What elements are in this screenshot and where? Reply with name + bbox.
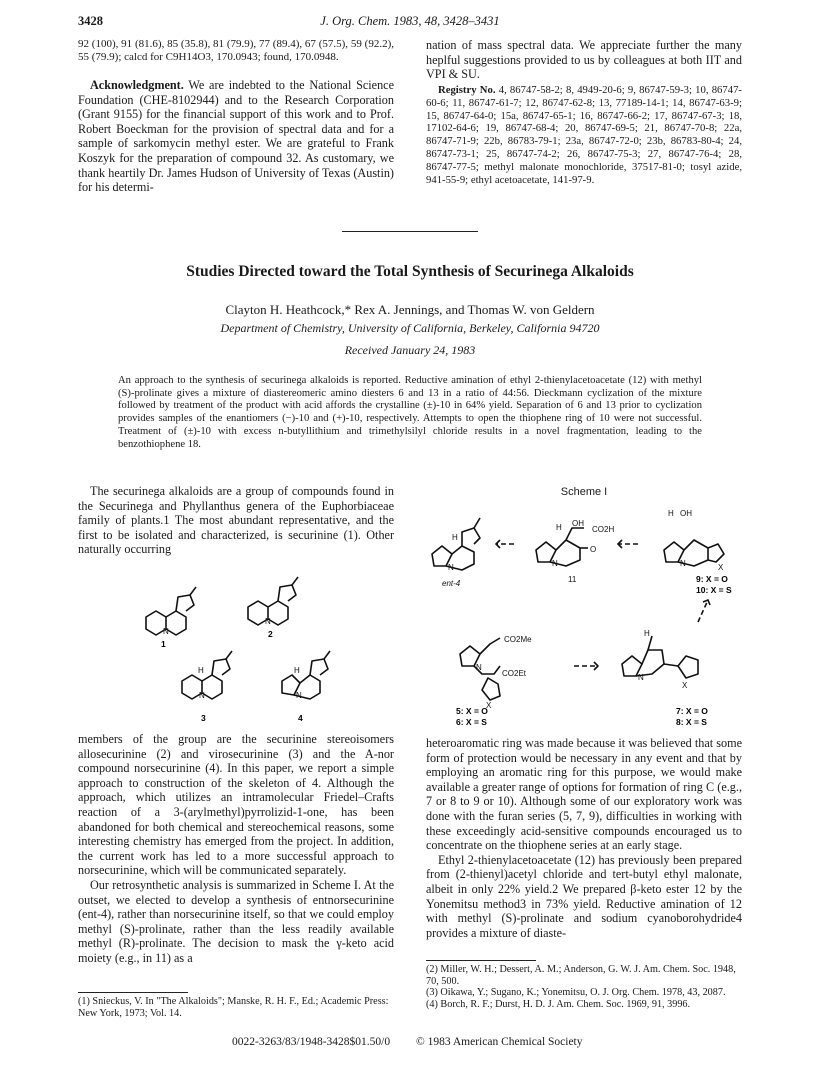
scheme-title: Scheme I — [560, 486, 608, 498]
left-cont-text: members of the group are the securinine stereoisomers allosecurinine (2) and virosecurinine (3) and the A-nor compound norsecurinine (4). In this paper, we report a simple approach to construction of the skeleton of 4. Although the approach, which utilizes an intramolecular Friedel–Crafts reaction of a 3-(arylmethyl)pyrrolizid-1-one, has been abandoned for both chemical and stereochemical reasons, some interesting chemistry has emerged from the project. In addition, the current work has led to a more successful approach to norsecurinine, which will be communicated separately. — [78, 732, 394, 878]
left-p2-text: Our retrosynthetic analysis is summarized in Scheme I. At the outset, we elected to develop a synthesis of entnorsecurinine (ent-4), rather than norsecurinine itself, so that we could employ methyl (S)-prolinate, rather than the less readily available methyl (R)-prolinate. The decision to mask the γ-keto acid moiety (e.g., in 11) as a — [78, 877, 394, 965]
label-h-9: H — [668, 509, 674, 518]
svg-text:N: N — [476, 663, 482, 672]
svg-text:X: X — [486, 701, 492, 710]
acknowledgment — [78, 78, 394, 195]
structure-3 — [182, 651, 232, 700]
mass-spec-data: 92 (100), 91 (81.6), 85 (35.8), 81 (79.9), 77 (89.4), 67 (57.5), 59 (92.2), 55 (79.9); calcd for C9H14O3, 170.0943; found, 170.0948. — [78, 38, 394, 63]
svg-text:H: H — [294, 666, 300, 675]
article-code: 0022-3263/83/1948-3428$01.50/0 — [232, 1036, 391, 1048]
previous-article-data — [78, 38, 394, 64]
label-o-11: O — [590, 545, 597, 554]
footnote-rule-left — [78, 992, 188, 993]
article-separator — [342, 231, 478, 232]
label-3: 3 — [201, 713, 206, 723]
label-2: 2 — [268, 629, 273, 639]
svg-text:H: H — [556, 523, 562, 532]
svg-text:H: H — [452, 533, 458, 542]
svg-text:H: H — [198, 666, 204, 675]
article-authors: Clayton H. Heathcock,* Rex A. Jennings, and Thomas W. von Geldern — [225, 302, 595, 317]
label-6: 6: X = S — [456, 717, 487, 727]
svg-text:N: N — [638, 673, 644, 682]
label-oh-11: OH — [572, 519, 584, 528]
svg-text:N: N — [552, 559, 558, 568]
svg-text:N: N — [163, 627, 169, 636]
label-4: 4 — [298, 713, 303, 723]
label-1: 1 — [161, 639, 166, 649]
left-column-continued — [78, 732, 394, 966]
securinega-structures — [118, 575, 358, 725]
svg-text:N: N — [680, 559, 686, 568]
arrow-3 — [698, 600, 708, 622]
scheme-11 — [536, 523, 588, 568]
scheme-7-8 — [622, 629, 698, 690]
article-title: Studies Directed toward the Total Synthesis of Securinega Alkaloids — [186, 263, 634, 280]
label-7: 7: X = O — [676, 706, 708, 716]
right-top-text: nation of mass spectral data. We appreciate further the many heplful suggestions provided to us by colleagues at both IIT and VPI & SU. — [426, 38, 742, 82]
label-9: 9: X = O — [696, 574, 728, 584]
intro-paragraph — [78, 484, 394, 557]
copyright: © 1983 American Chemical Society — [416, 1036, 583, 1048]
svg-text:H: H — [644, 629, 650, 638]
registry-text: 4, 86747-58-2; 8, 4949-20-6; 9, 86747-59-3; 10, 86747-60-6; 11, 86747-61-7; 12, 86747-62-8; 13, 77189-14-1; 14, 86747-63-9; 15, 86747-64-0; 15a, 86747-65-1; 16, 86747-66-2; 17, 86747-67-3; 18, 17102-64-6; 19, 86747-68-4; 20, 86747-69-5; 21, 86747-70-8; 22a, 86747-71-9; 22b, 86783-79-1; 23a, 86747-72-0; 23b, 86783-80-4; 24, 86747-73-1; 25, 86747-74-2; 26, 86747-75-3; 27, 86747-76-4; 28, 86747-77-5; methyl malonate monochloride, 37517-81-0; tosyl azide, 941-55-9; ethyl acetoacetate, 141-97-9. — [426, 84, 742, 186]
article-affiliation: Department of Chemistry, University of California, Berkeley, California 94720 — [220, 321, 600, 335]
running-header — [78, 14, 742, 32]
structure-4 — [282, 651, 330, 700]
svg-text:X: X — [682, 681, 688, 690]
scheme-ent4 — [432, 518, 480, 572]
svg-text:N: N — [296, 691, 302, 700]
label-co2me: CO2Me — [504, 635, 532, 644]
abstract: An approach to the synthesis of securinega alkaloids is reported. Reductive amination of ethyl 2-thienylacetoacetate (12) with methyl (S)-prolinate gives a mixture of diastereomeric amino diesters 6 and 13 in a ratio of 44:56. Dieckmann cyclization of the mixture followed by treatment of the product with acid affords the crystalline (±)-10 in 64% yield. Separation of 6 and 13 prior to cyclization provides samples of the enantiomers (−)-10 and (+)-10, respectively. Attempts to open the thiophene ring of 10 were not successful. Treatment of (±)-10 with excess n-butyllithium and trimethylsilyl chloride results in a novel fragmentation, leading to the benzothiophene 18. — [118, 375, 702, 450]
structure-1 — [146, 587, 196, 636]
label-co2h-11: CO2H — [592, 525, 615, 534]
label-5: 5: X = O — [456, 706, 488, 716]
right-p1-text: heteroaromatic ring was made because it was believed that some form of protection would be necessary in any event and that by employing an aromatic ring for this purpose, we would make available a greater range of options for formation of ring C (e.g., 7 or 8 to 9 or 10). Although some of our exploratory work was done with the furan series (5, 7, 9), difficulties in working with these exceedingly acid-sensitive compounds encouraged us to concentrate on the thiophene series at an early stage. — [426, 736, 742, 853]
previous-article-right — [426, 38, 742, 82]
svg-text:X: X — [718, 563, 724, 572]
footnote-3: (3) Oikawa, Y.; Sugano, K.; Yonemitsu, O. J. Org. Chem. 1978, 43, 2087. — [426, 987, 726, 999]
label-8: 8: X = S — [676, 717, 707, 727]
journal-citation: J. Org. Chem. 1983, 48, 3428–3431 — [320, 14, 500, 28]
footnotes-right — [426, 964, 742, 1010]
intro-text: The securinega alkaloids are a group of compounds found in the Securinega and Phyllanthus genera of the Euphorbiaceae family of plants.1 The most abundant representative, and the first to be isolated and characterized, is securinine (1). Other naturally occurring — [78, 484, 394, 557]
right-p2-text: Ethyl 2-thienylacetoacetate (12) has previously been prepared from (2-thienyl)acetyl chloride and tert-butyl ethyl malonate, albeit in only 22% yield.2 We prepared β-keto ester 12 by the Yonemitsu method3 in 73% yield. Reductive amination of 12 with methyl (S)-prolinate and sodium cyanoborohydride4 provides a mixture of diaste- — [426, 852, 742, 940]
footnote-2: (2) Miller, W. H.; Dessert, A. M.; Anderson, G. W. J. Am. Chem. Soc. 1948, 70, 500. — [426, 964, 736, 987]
scheme-5-6 — [460, 638, 500, 710]
label-10: 10: X = S — [696, 585, 732, 595]
structure-2 — [248, 577, 298, 626]
label-oh-9: OH — [680, 509, 692, 518]
scheme-9-10 — [664, 540, 724, 572]
label-ent4: ent-4 — [442, 579, 461, 588]
registry-heading: Registry No. — [438, 84, 496, 96]
svg-text:N: N — [265, 617, 271, 626]
registry-numbers — [426, 84, 742, 186]
svg-text:N: N — [448, 563, 454, 572]
scheme-1 — [426, 500, 742, 725]
ack-text: We are indebted to the National Science Foundation (CHE-8102944) and to the Research Corporation (Grant 9155) for the financial support of this work and to Prof. Robert Boeckman for the provision of spectral data and for a sample of sarkomycin methyl ester. We are grateful to Frank Koszyk for the preparation of compound 32. As customary, we thank heartily Dr. James Hudson of University of Texas (Austin) for his determi- — [78, 78, 395, 195]
footnote-rule-right — [426, 960, 536, 961]
footnote-1: (1) Snieckus, V. In "The Alkaloids"; Manske, R. H. F., Ed.; Academic Press: New York, 1973; Vol. 14. — [78, 996, 389, 1019]
right-column-body — [426, 736, 742, 940]
label-11: 11 — [568, 575, 577, 584]
ack-heading: Acknowledgment. — [90, 78, 184, 92]
label-co2et: CO2Et — [502, 669, 527, 678]
page-number: 3428 — [78, 14, 103, 28]
footnote-4: (4) Borch, R. F.; Durst, H. D. J. Am. Chem. Soc. 1969, 91, 3996. — [426, 998, 691, 1010]
svg-text:N: N — [199, 691, 205, 700]
received-date: Received January 24, 1983 — [344, 343, 476, 357]
